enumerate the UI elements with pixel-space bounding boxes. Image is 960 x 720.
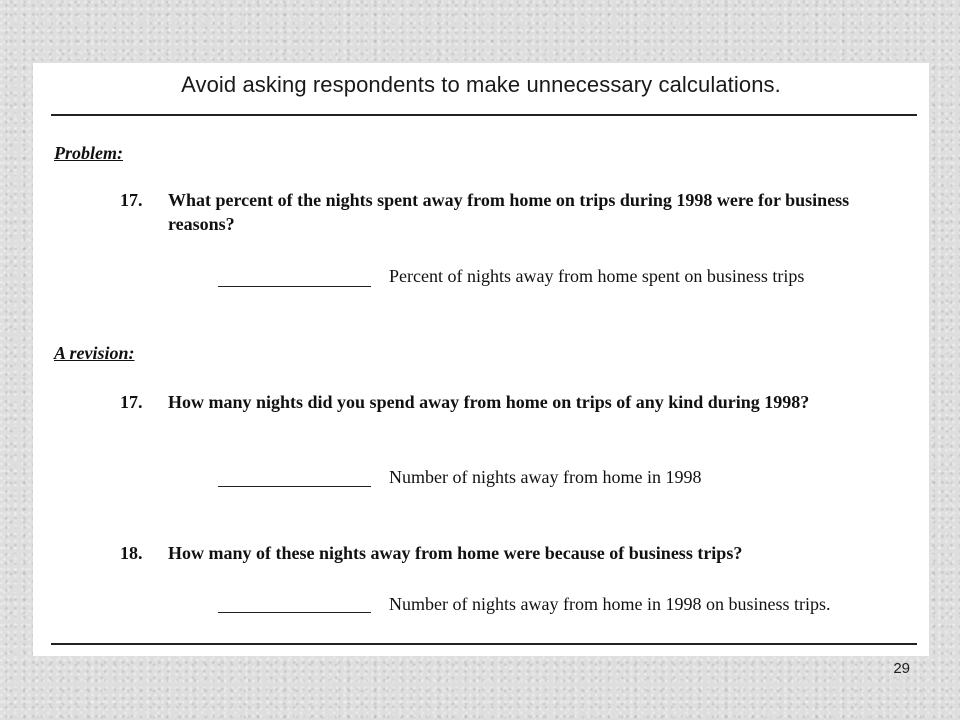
revision-question-17-answer-blank <box>218 486 371 487</box>
page-number: 29 <box>893 660 910 677</box>
bottom-rule <box>51 643 917 645</box>
revision-question-18-number: 18. <box>120 543 143 563</box>
problem-answer-blank <box>218 286 371 287</box>
problem-answer-label: Percent of nights away from home spent on business trips <box>389 266 805 286</box>
top-rule <box>51 114 917 116</box>
problem-question-text: What percent of the nights spent away from home on trips during 1998 were for business reasons? <box>168 190 850 234</box>
revision-question-18-text: How many of these nights away from home were because of business trips? <box>168 543 743 563</box>
document-page <box>33 63 929 656</box>
revision-question-17-number: 17. <box>120 392 143 412</box>
problem-question-number: 17. <box>120 190 143 210</box>
problem-label: Problem: <box>54 143 123 163</box>
page-heading: Avoid asking respondents to make unnecessary calculations. <box>181 72 781 97</box>
revision-question-17-answer-label: Number of nights away from home in 1998 <box>389 467 702 487</box>
revision-question-18-answer-label: Number of nights away from home in 1998 on business trips. <box>389 594 831 614</box>
revision-label: A revision: <box>54 343 135 363</box>
revision-question-18-answer-blank <box>218 612 371 613</box>
revision-question-17-text: How many nights did you spend away from home on trips of any kind during 1998? <box>168 392 810 412</box>
